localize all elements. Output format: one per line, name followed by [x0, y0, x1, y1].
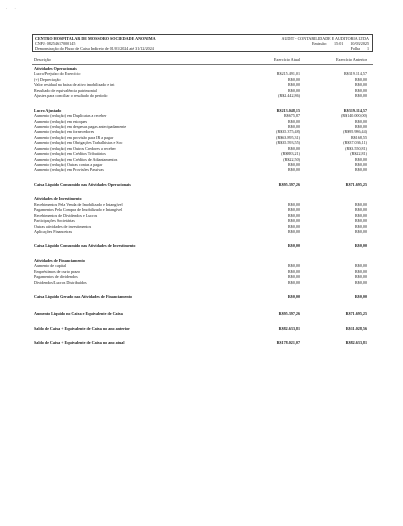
table-row	[32, 93, 373, 98]
row-previous-value: R$0,00	[355, 212, 367, 218]
row-current-value: R$675,87	[283, 113, 300, 119]
row-spacer	[32, 173, 373, 182]
row-spacer	[32, 234, 373, 243]
row-description: Aumento (redução) em Duplicatas a receber	[34, 113, 107, 119]
row-previous-value: R$71.695,25	[345, 311, 367, 317]
row-description: Lucro Ajustado	[34, 107, 62, 113]
row-description: Pagamentos Pela Compra de Imobilizado e Intangível	[34, 207, 123, 213]
row-description: Aumento (redução) em Créditos Tributários	[34, 151, 106, 157]
row-spacer	[32, 317, 373, 326]
row-current-value: (R$22,50)	[283, 156, 300, 162]
row-description: Saldo de Caixa + Equivalente de Caixa no ano atual	[34, 340, 125, 346]
row-description: Aumento (redução) em Outros Credores a receber	[34, 145, 116, 151]
row-previous-value: R$0,00	[355, 123, 367, 129]
row-previous-value: (R$37.036,11)	[343, 140, 367, 146]
row-description: Aumento (redução) em despesas pagas antecipadamente	[34, 123, 127, 129]
cash-flow-table	[32, 66, 373, 346]
row-current-value: (R$883,21)	[281, 151, 300, 157]
total-row	[32, 294, 373, 299]
total-row	[32, 340, 373, 345]
total-row	[32, 326, 373, 331]
scan-marks: . .	[6, 6, 19, 11]
row-current-value: R$0,00	[288, 201, 300, 207]
row-description: Aumento de capital	[34, 263, 67, 269]
row-description: Aumento (redução) em provisão para IR a pagar	[34, 134, 114, 140]
row-previous-value: R$0,00	[355, 207, 367, 213]
row-description: Recebimentos de Dividendos e Lucros	[34, 212, 98, 218]
row-current-value: R$0,00	[288, 228, 300, 234]
table-row	[32, 167, 373, 172]
row-previous-value: R$0,00	[355, 156, 367, 162]
row-description: Aumento (redução) Outras contas a pagar	[34, 162, 103, 167]
row-previous-value: (R$95.986,44)	[343, 129, 367, 135]
column-current-year: Exercício Atual	[273, 57, 300, 62]
row-description: Pagamentos de dividendos	[34, 274, 78, 280]
column-previous-year: Exercício Anterior	[335, 57, 367, 62]
row-description: Lucro/Prejuízo do Exercício	[34, 71, 81, 77]
row-current-value: R$0,00	[288, 167, 300, 173]
row-spacer	[32, 187, 373, 196]
row-previous-value: R$0,00	[354, 243, 367, 249]
row-current-value: R$0,00	[288, 145, 300, 151]
row-current-value: R$0,00	[288, 223, 300, 229]
row-previous-value: R$0,00	[355, 76, 367, 82]
row-previous-value: R$11.028,56	[345, 325, 367, 331]
row-previous-value: R$319.114,57	[343, 107, 367, 113]
row-description: Empréstimos de curto prazo	[34, 268, 81, 274]
page-number: 1	[366, 46, 369, 52]
issue-label: Emissão:	[311, 40, 327, 46]
table-row	[32, 280, 373, 285]
row-description: Aumento (redução) em Obrigações Trabalhistas e Soc	[34, 140, 123, 146]
row-spacer	[32, 299, 373, 311]
header-left	[35, 36, 156, 52]
row-previous-value: R$0,00	[355, 82, 367, 88]
auditor-name: AUDIT - CONTABILIDADE E AUDITORIA LTDA	[281, 35, 369, 41]
row-previous-value: R$0,00	[355, 201, 367, 207]
row-current-value: (R$63.895,31)	[276, 134, 300, 140]
row-spacer	[32, 331, 373, 340]
row-current-value: R$95.397,26	[278, 311, 300, 317]
row-current-value: R$0,00	[288, 212, 300, 218]
total-row	[32, 311, 373, 316]
row-current-value: R$215.491,01	[276, 71, 300, 77]
row-current-value: R$82.633,81	[278, 325, 300, 331]
row-current-value: (R$35.375,48)	[276, 129, 300, 135]
report-header	[32, 34, 373, 52]
row-description: Saldo de Caixa + Equivalente de Caixa no ano anterior	[34, 325, 130, 331]
column-header	[32, 56, 373, 65]
row-description: Atividades Operacionais	[34, 66, 77, 71]
row-previous-value: R$0,00	[355, 263, 367, 269]
row-current-value: R$0,00	[288, 263, 300, 269]
row-description: Recebimentos Pela Venda de Imobilizado e Intangível	[34, 201, 123, 207]
row-description: Atividades de Investimento	[34, 196, 82, 202]
row-previous-value: R$0,00	[355, 118, 367, 124]
issue-time: 15:01	[333, 40, 344, 46]
row-current-value: R$0,00	[288, 123, 300, 129]
row-previous-value: R$82.633,81	[345, 340, 367, 346]
page-info	[282, 46, 370, 51]
table-row	[32, 229, 373, 234]
row-current-value: R$0,00	[288, 268, 300, 274]
row-previous-value: R$0,00	[354, 294, 367, 299]
row-previous-value: R$0,00	[355, 167, 367, 173]
row-current-value: R$95.397,26	[278, 181, 300, 187]
row-previous-value: (R$3.550,81)	[345, 145, 367, 151]
row-previous-value: R$0,00	[355, 218, 367, 224]
row-previous-value: R$0,00	[355, 93, 367, 99]
row-current-value: R$0,00	[288, 218, 300, 224]
row-description: Caixa Líquido Consumido nas Atividades Operacionais	[34, 181, 131, 187]
row-current-value: R$0,00	[287, 243, 300, 249]
page-label: Folha	[350, 46, 360, 52]
row-spacer	[32, 99, 373, 108]
row-description: Resultado de equivalência patrimonial	[34, 87, 97, 93]
row-description: Caixa Líquido Consumido nas Atividades de Investimento	[34, 243, 136, 249]
row-current-value: R$0,00	[288, 274, 300, 280]
row-current-value: R$0,00	[288, 162, 300, 167]
row-previous-value: R$319.114,57	[343, 71, 367, 77]
row-previous-value: R$0,00	[355, 268, 367, 274]
row-current-value: R$0,00	[287, 294, 300, 299]
row-previous-value: (R$140.000,00)	[341, 113, 367, 119]
row-spacer	[32, 285, 373, 294]
row-previous-value: (R$22,81)	[350, 151, 367, 157]
row-description: Dividendos/Lucros Distribuídos	[34, 279, 87, 285]
row-previous-value: R$0,00	[355, 274, 367, 280]
row-current-value: R$178.021,07	[276, 340, 300, 346]
row-previous-value: R$0,00	[355, 228, 367, 234]
row-description: Valor residual na baixa de ativo imobilizado e int	[34, 82, 115, 88]
row-previous-value: R$0,00	[355, 87, 367, 93]
row-description: Atividades de Financiamento	[34, 257, 85, 263]
row-description: Ajustes para conciliar o resultado do período	[34, 93, 108, 99]
company-cnpj: CNPJ: 08254617000145	[35, 40, 76, 46]
report-subtitle: Demonstração do Fluxo de Caixa Indireto de 01/01/2024 até 31/12/2024	[35, 46, 154, 52]
header-right	[282, 36, 370, 52]
row-previous-value: R$0,00	[355, 279, 367, 285]
row-description: (+) Depreciação	[34, 76, 61, 82]
row-current-value: R$0,00	[288, 87, 300, 93]
row-current-value: (R$35.593,55)	[276, 140, 300, 146]
row-current-value: R$0,00	[288, 207, 300, 213]
total-row	[32, 243, 373, 248]
row-description: Participações Societárias	[34, 218, 75, 224]
row-description: Outras atividades de investimentos	[34, 223, 92, 229]
row-previous-value: R$0,00	[355, 162, 367, 167]
company-name: CENTRO HOSPITALAR DE MOSSORO SOCIEDADE ANONIMA	[35, 35, 156, 41]
row-description: Aumento (redução) em Créditos de Adiantamentos	[34, 156, 118, 162]
row-description: Caixa Líquido Gerado nas Atividades de Financiamento	[34, 294, 133, 299]
row-current-value: (R$2.442,86)	[278, 93, 300, 99]
row-description: Aumento Líquido no Caixa e Equivalente de Caixa	[34, 311, 123, 317]
row-current-value: R$0,00	[288, 279, 300, 285]
row-current-value: R$0,00	[288, 82, 300, 88]
row-previous-value: R$0,00	[355, 223, 367, 229]
row-description: Aumento (redução) em estoques	[34, 118, 88, 124]
row-current-value: R$213.048,15	[276, 107, 300, 113]
row-description: Aumento (redução) em fornecedores	[34, 129, 95, 135]
row-previous-value: R$168,55	[350, 134, 367, 140]
row-description: Aplicações Financeiras	[34, 228, 73, 234]
row-current-value: R$0,00	[288, 76, 300, 82]
row-spacer	[32, 249, 373, 258]
total-row	[32, 182, 373, 187]
column-description: Descrição	[34, 57, 51, 62]
issue-date: 10/03/2025	[350, 40, 369, 46]
row-current-value: R$0,00	[288, 118, 300, 124]
row-previous-value: R$71.695,25	[345, 181, 367, 187]
row-description: Aumento (redução) em Provisões Passivas	[34, 167, 104, 173]
